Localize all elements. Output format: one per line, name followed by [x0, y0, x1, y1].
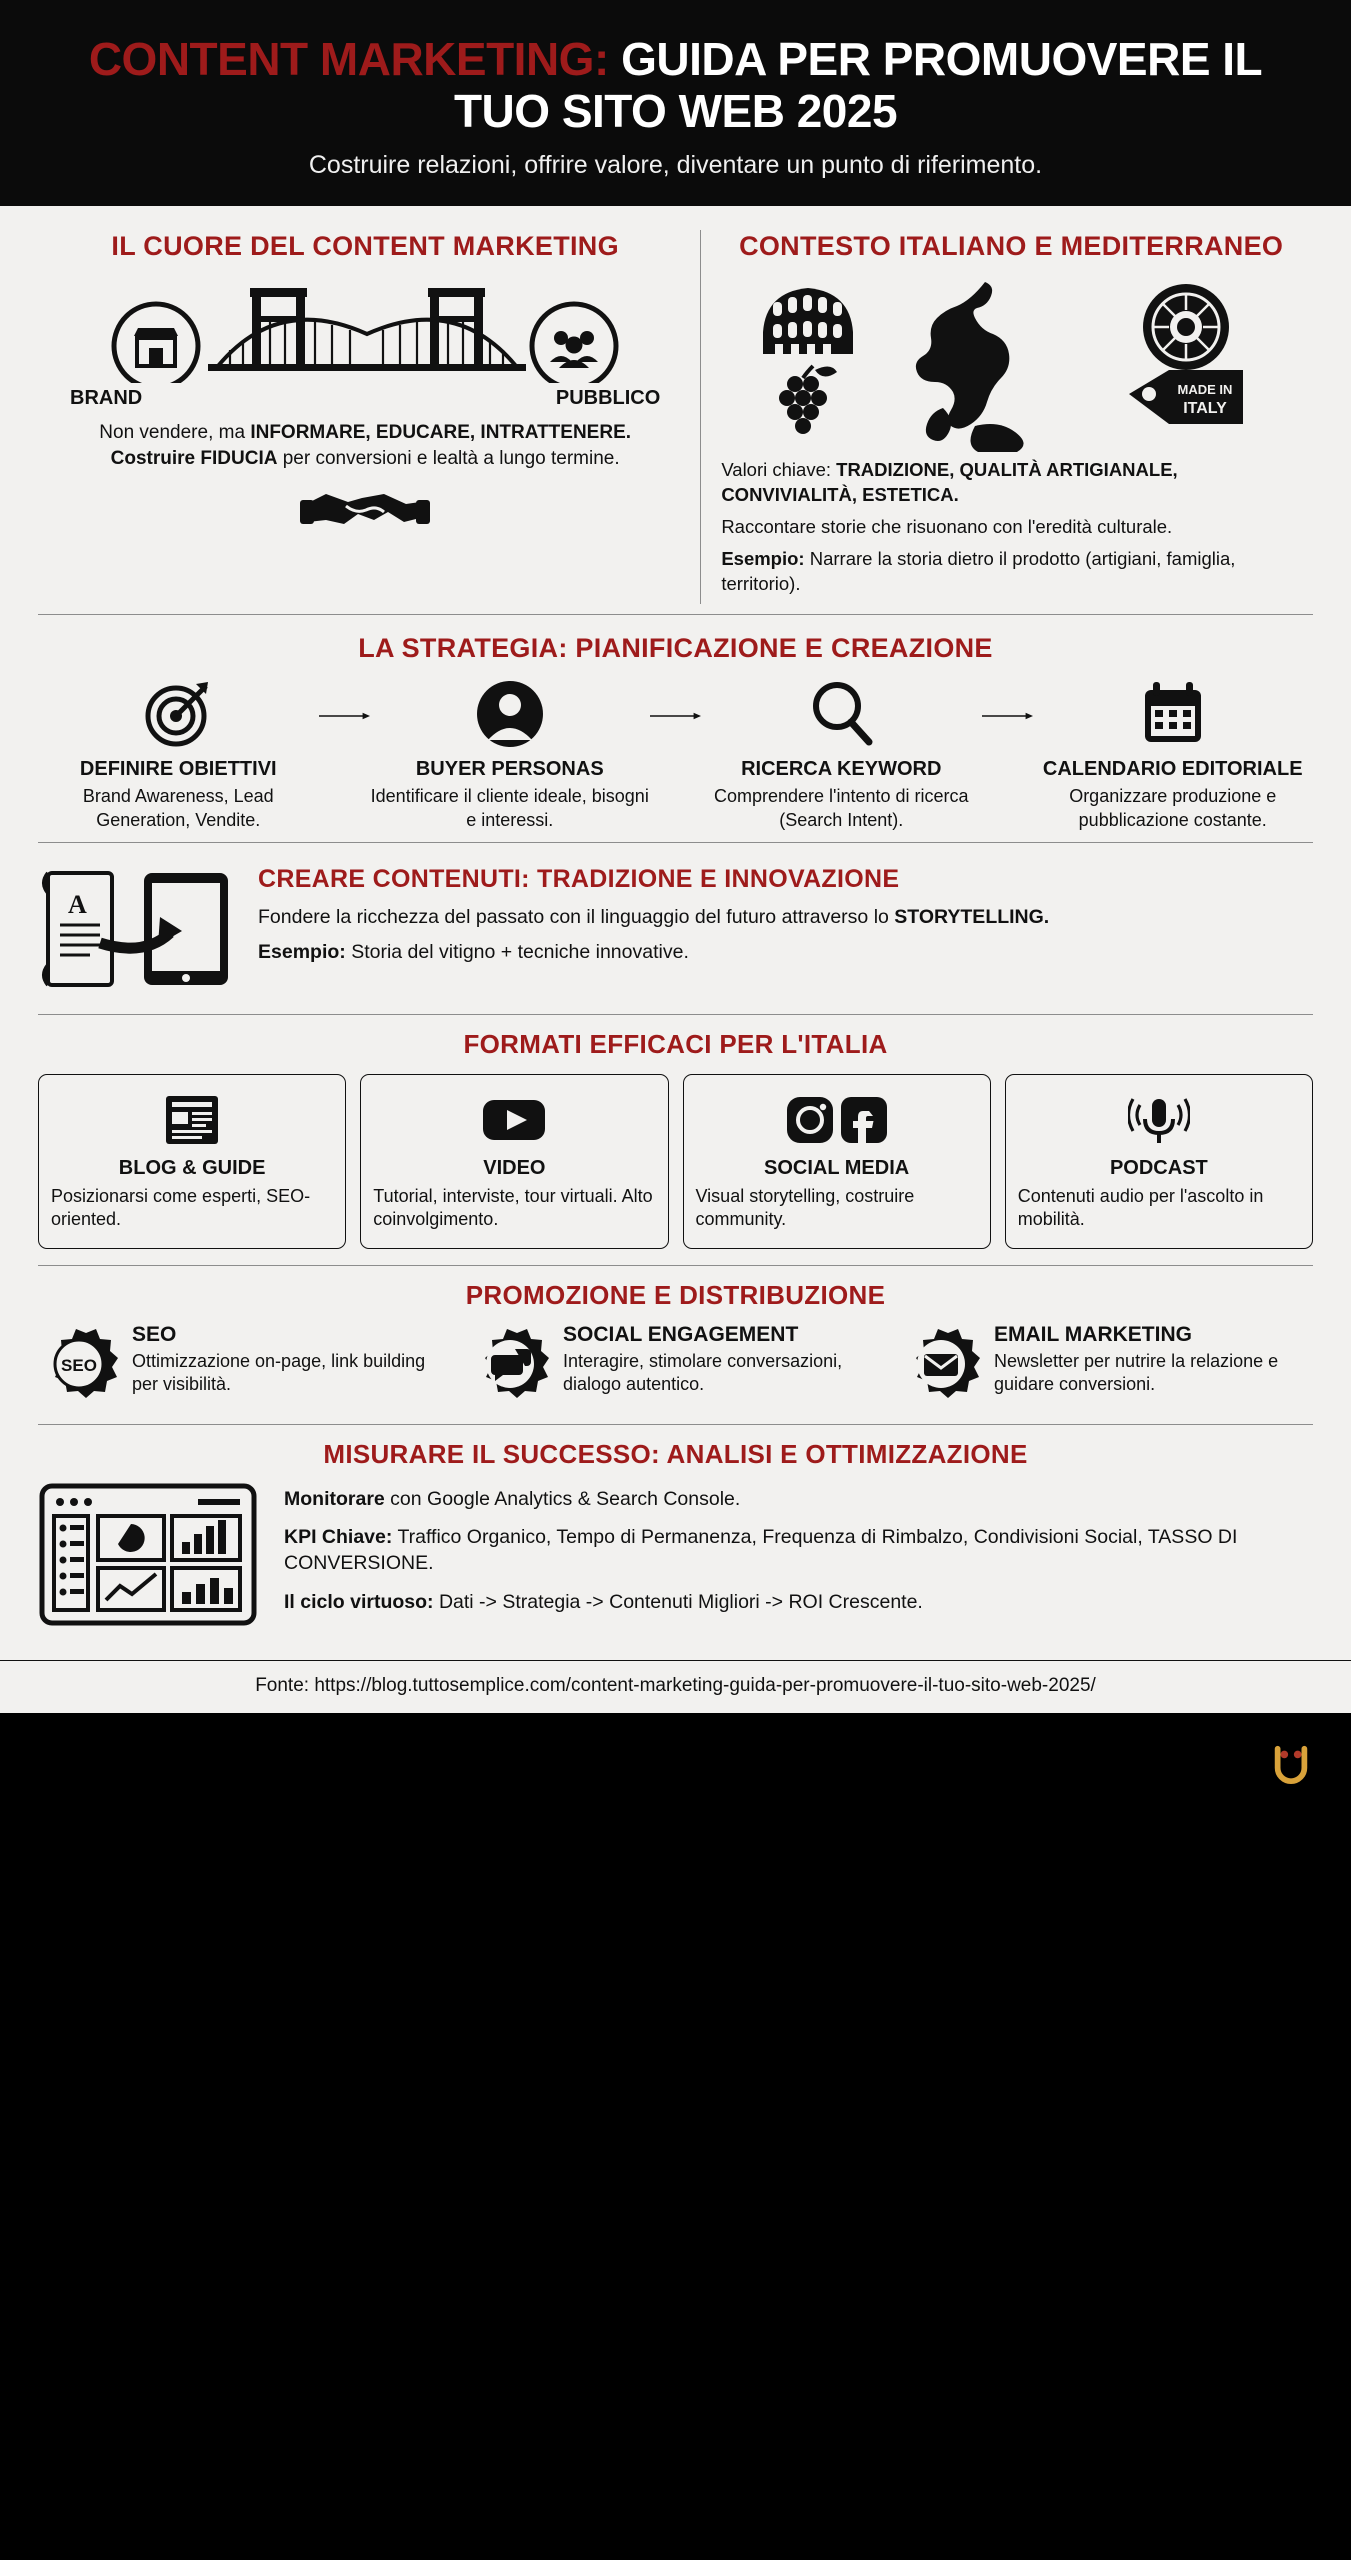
promo-item-email-marketing: [900, 1323, 1313, 1410]
microphone-icon: [1018, 1089, 1300, 1151]
card-title: VIDEO: [483, 1157, 546, 1180]
contesto-p3-b: Narrare la storia dietro il prodotto (artigiani, famiglia, territorio).: [721, 548, 1236, 595]
gear-chat-icon: [469, 1323, 551, 1410]
svg-text:A: A: [68, 890, 87, 920]
card-desc: Tutorial, interviste, tour virtuali. Alto coinvolgimento.: [373, 1186, 653, 1230]
dashboard-icon: [38, 1482, 268, 1632]
contesto-title: CONTESTO ITALIANO E MEDITERRANEO: [739, 231, 1284, 262]
source-line[interactable]: Fonte: https://blog.tuttosemplice.com/content-marketing-guida-per-promuovere-il-tuo-sito-web-2025/: [0, 1660, 1351, 1713]
card-social-media[interactable]: [683, 1074, 991, 1249]
promozione-title: PROMOZIONE E DISTRIBUZIONE: [465, 1279, 886, 1310]
promo-item-social-engagement: [469, 1323, 882, 1410]
creare-p2-a: Esempio:: [258, 941, 346, 964]
misurare-p3-a: Il ciclo virtuoso:: [284, 1590, 434, 1613]
card-podcast[interactable]: [1005, 1074, 1313, 1249]
arrow-1: [319, 676, 370, 724]
creare-p1-a: Fondere la ricchezza del passato con il linguaggio del futuro attraverso lo: [258, 906, 895, 929]
strategia-steps: [38, 676, 1313, 832]
card-desc: Posizionarsi come esperti, SEO-oriented.: [51, 1186, 311, 1230]
step-desc: Organizzare produzione e pubblicazione costante.: [1069, 786, 1277, 830]
misurare-section: [0, 1425, 1351, 1650]
promo-item-text: [994, 1323, 1313, 1397]
header: [0, 0, 1351, 206]
card-title: SOCIAL MEDIA: [764, 1157, 910, 1180]
misurare-p3-b: Dati -> Strategia -> Contenuti Migliori -> ROI Crescente.: [433, 1590, 923, 1613]
promo-item-seo: [38, 1323, 451, 1410]
step-ricerca-keyword: [701, 676, 982, 832]
creare-p2-b: Storia del vitigno + tecniche innovative.: [345, 941, 689, 964]
cuore-line1-b: INFORMARE, EDUCARE, INTRATTENERE.: [250, 422, 632, 444]
promo-item-text: [132, 1323, 451, 1397]
creare-p1: [258, 904, 1049, 930]
infographic-body: [0, 206, 1351, 1660]
creare-title: CREARE CONTENUTI: TRADIZIONE E INNOVAZIONE: [258, 865, 900, 894]
creare-text: [248, 859, 1049, 975]
bridge-labels: [50, 383, 680, 410]
footer: [0, 1713, 1351, 1809]
creare-p1-b: STORYTELLING.: [894, 906, 1050, 929]
card-blog-guide[interactable]: [38, 1074, 346, 1249]
step-definire-obiettivi: [38, 676, 319, 832]
page-title: [40, 34, 1311, 137]
seo-badge-text: SEO: [61, 1355, 97, 1375]
cuore-line2-a: Costruire FIDUCIA: [110, 448, 278, 470]
italy-icons-group: [751, 272, 1271, 452]
page-subtitle: Costruire relazioni, offrire valore, diventare un punto di riferimento.: [308, 151, 1043, 180]
contesto-p1: [721, 458, 1301, 508]
contesto-p3-a: Esempio:: [721, 548, 805, 570]
italy-illustration: [721, 272, 1301, 452]
label-pubblico: PUBBLICO: [555, 387, 661, 410]
step-desc: Brand Awareness, Lead Generation, Vendite.: [82, 786, 274, 830]
contesto-p1-b: TRADIZIONE, QUALITÀ ARTIGIANALE, CONVIVIALITÀ, ESTETICA.: [721, 459, 1178, 506]
youtube-play-icon: [373, 1089, 655, 1151]
misurare-p3: [284, 1589, 1313, 1615]
magnifier-icon: [701, 676, 982, 752]
step-desc: Identificare il cliente ideale, bisogni e interessi.: [370, 786, 649, 830]
page-title-accent: CONTENT MARKETING:: [88, 33, 609, 85]
step-buyer-personas: [370, 676, 651, 832]
contesto-p2: Raccontare storie che risuonano con l'eredità culturale.: [721, 516, 1173, 538]
made-in-text-2: ITALY: [1183, 400, 1227, 418]
label-brand: BRAND: [70, 387, 143, 410]
cuore-text: [50, 420, 680, 471]
formati-cards: [38, 1074, 1313, 1249]
misurare-title: MISURARE IL SUCCESSO: ANALISI E OTTIMIZZAZIONE: [323, 1438, 1028, 1469]
arrow-3: [982, 676, 1033, 724]
article-icon: [51, 1089, 333, 1151]
target-icon: [38, 676, 319, 752]
cuore-title: IL CUORE DEL CONTENT MARKETING: [111, 231, 619, 262]
step-desc: Comprendere l'intento di ricerca (Search Intent).: [713, 786, 969, 830]
promo-item-title: SEO: [132, 1322, 177, 1346]
contesto-text: [721, 458, 1301, 597]
contesto-p1-a: Valori chiave:: [721, 459, 837, 481]
card-video[interactable]: [360, 1074, 668, 1249]
step-label: BUYER PERSONAS: [415, 758, 604, 781]
misurare-p1-a: Monitorare: [284, 1487, 385, 1510]
card-title: BLOG & GUIDE: [118, 1157, 266, 1180]
promo-item-desc: Interagire, stimolare conversazioni, dialogo autentico.: [563, 1350, 843, 1395]
handshake-illustration: [50, 480, 680, 547]
promozione-items: [38, 1323, 1313, 1410]
strategia-section: [0, 615, 1351, 842]
cuore-line2-b: per conversioni e lealtà a lungo termine.: [277, 448, 620, 470]
promo-item-desc: Ottimizzazione on-page, link building per visibilità.: [132, 1350, 426, 1395]
cuore-column: [30, 230, 701, 604]
misurare-p2: [284, 1524, 1313, 1577]
gear-seo-icon: [38, 1323, 120, 1410]
contesto-p3: [721, 547, 1301, 597]
contesto-column: [701, 230, 1321, 604]
calendar-icon: [1033, 676, 1314, 752]
creare-p2: [258, 939, 1049, 965]
arrow-2: [650, 676, 701, 724]
bridge-illustration: [50, 278, 680, 383]
misurare-content: [38, 1482, 1313, 1632]
gear-envelope-icon: [900, 1323, 982, 1410]
promozione-section: [0, 1266, 1351, 1424]
card-title: PODCAST: [1109, 1157, 1208, 1180]
page-title-rest: GUIDA PER PROMUOVERE IL TUO SITO WEB 2025: [453, 33, 1263, 137]
card-desc: Contenuti audio per l'ascolto in mobilità.: [1017, 1186, 1264, 1230]
creare-section: [0, 843, 1351, 1014]
step-calendario-editoriale: [1033, 676, 1314, 832]
made-in-text-1: MADE IN: [1177, 382, 1233, 398]
misurare-p2-a: KPI Chiave:: [284, 1526, 393, 1549]
promo-item-text: [563, 1323, 882, 1397]
misurare-p1: [284, 1486, 1313, 1512]
step-label: DEFINIRE OBIETTIVI: [79, 758, 277, 781]
instagram-facebook-icon: [696, 1089, 978, 1151]
formati-title: FORMATI EFFICACI PER L'ITALIA: [463, 1029, 888, 1060]
card-desc: Visual storytelling, costruire community.: [695, 1186, 915, 1230]
step-label: RICERCA KEYWORD: [741, 758, 942, 781]
formati-section: [0, 1015, 1351, 1265]
top-section: [0, 206, 1351, 614]
step-label: CALENDARIO EDITORIALE: [1042, 758, 1303, 781]
strategia-title: LA STRATEGIA: PIANIFICAZIONE E CREAZIONE: [358, 633, 993, 664]
misurare-p1-b: con Google Analytics & Search Console.: [384, 1487, 741, 1510]
promo-item-title: EMAIL MARKETING: [994, 1322, 1192, 1346]
scroll-tablet-icon: [38, 859, 248, 1000]
misurare-text: [284, 1482, 1313, 1627]
cuore-line1-a: Non vendere, ma: [99, 422, 251, 444]
brand-logo-icon: [1271, 1743, 1311, 1785]
handshake-icon: [300, 480, 430, 542]
promo-item-desc: Newsletter per nutrire la relazione e guidare conversioni.: [994, 1350, 1279, 1395]
bridge-icon: [100, 278, 630, 383]
promo-item-title: SOCIAL ENGAGEMENT: [563, 1322, 799, 1346]
misurare-p2-b: Traffico Organico, Tempo di Permanenza, Frequenza di Rimbalzo, Condivisioni Social, TASSO DI CONVERSIONE.: [284, 1526, 1238, 1575]
person-icon: [370, 676, 651, 752]
